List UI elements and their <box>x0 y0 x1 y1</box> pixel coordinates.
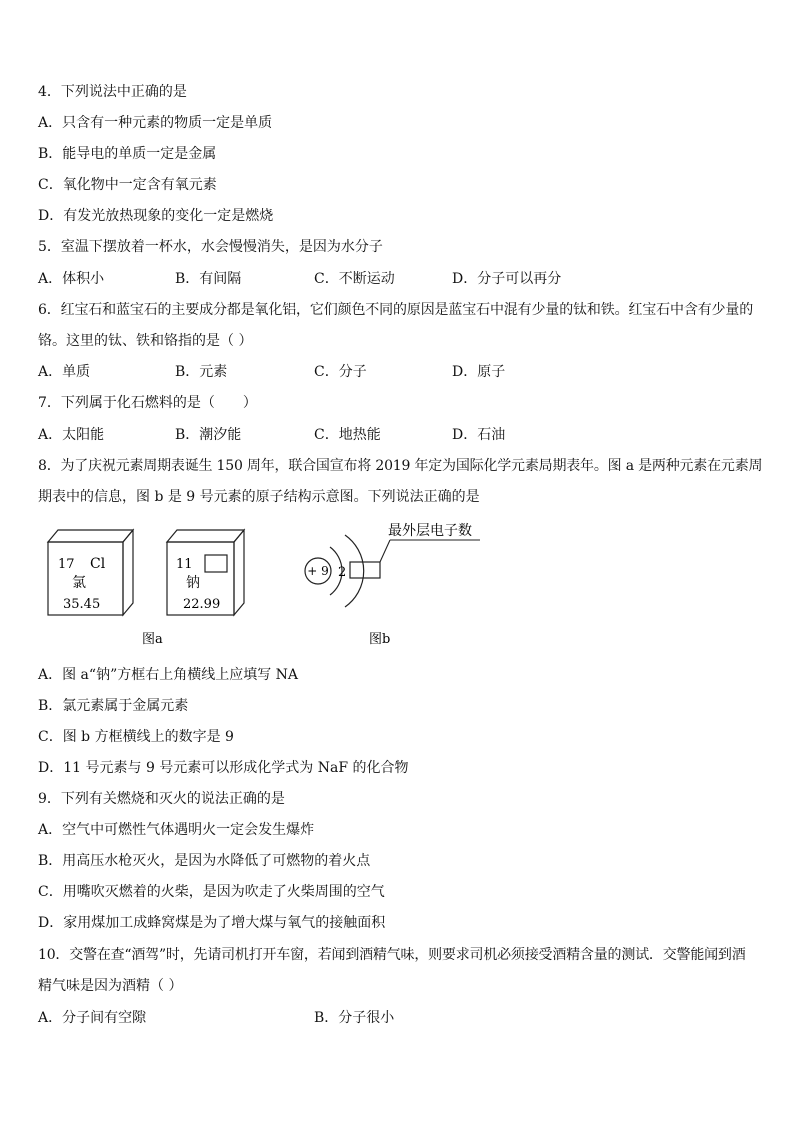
sodium-name: 钠 <box>186 575 200 591</box>
question-5-option-d: D．分子可以再分 <box>452 271 562 287</box>
question-6-stem-line-1: 6．红宝石和蓝宝石的主要成分都是氧化铝，它们颜色不同的原因是蓝宝石中混有少量的钛和铁。红宝石中含有少量的 <box>38 302 754 318</box>
chlorine-atomic-number: 17 <box>58 557 75 572</box>
question-9-option-c: C．用嘴吹灭燃着的火柴，是因为吹走了火柴周围的空气 <box>38 884 385 900</box>
chlorine-mass: 35.45 <box>63 597 101 612</box>
question-4-option-a: A．只含有一种元素的物质一定是单质 <box>38 115 273 131</box>
question-7-option-c: C．地热能 <box>314 427 381 443</box>
fluorine-atom-structure <box>305 522 480 607</box>
sodium-element-cube <box>167 530 244 615</box>
question-7-option-d: D．石油 <box>452 427 506 443</box>
question-4-option-d: D．有发光放热现象的变化一定是燃烧 <box>38 208 274 224</box>
question-8-option-b: B．氯元素属于金属元素 <box>38 698 189 714</box>
electron-shell-2 <box>345 535 364 607</box>
question-10-stem-line-1: 10．交警在查“酒驾”时，先请司机打开车窗，若闻到酒精气味，则要求司机必须接受酒精含量的测试．交警能闻到酒 <box>38 947 746 963</box>
question-6-option-c: C．分子 <box>314 364 367 380</box>
question-5-option-b: B．有间隔 <box>175 271 242 287</box>
outer-electron-label: 最外层电子数 <box>388 523 472 539</box>
question-5-stem: 5．室温下摆放着一杯水，水会慢慢消失，是因为水分子 <box>38 239 383 255</box>
chlorine-element-cube <box>48 530 133 615</box>
question-10-option-b: B．分子很小 <box>314 1010 395 1026</box>
question-6-stem-line-2: 铬。这里的钛、铁和铬指的是（ ） <box>38 333 253 349</box>
question-9-option-a: A．空气中可燃性气体遇明火一定会发生爆炸 <box>38 822 315 838</box>
question-6-option-a: A．单质 <box>38 364 91 380</box>
question-4-option-c: C．氧化物中一定含有氧元素 <box>38 177 217 193</box>
chlorine-symbol: Cl <box>90 556 106 572</box>
question-9-option-d: D．家用煤加工成蜂窝煤是为了增大煤与氧气的接触面积 <box>38 915 386 931</box>
sodium-symbol-blank-box <box>205 555 227 572</box>
figure-a-caption: 图a <box>142 632 163 647</box>
chlorine-name: 氯 <box>72 575 86 591</box>
outer-shell-blank-box <box>350 562 380 578</box>
figure-b-caption: 图b <box>369 632 391 647</box>
question-10-option-a: A．分子间有空隙 <box>38 1010 147 1026</box>
question-8-option-c: C．图 b 方框横线上的数字是 9 <box>38 729 234 745</box>
question-7-option-b: B．潮汐能 <box>175 427 242 443</box>
question-6-option-b: B．元素 <box>175 364 228 380</box>
nucleus-charge: + 9 <box>307 564 329 578</box>
question-4-stem: 4．下列说法中正确的是 <box>38 84 187 100</box>
question-10-stem-line-2: 精气味是因为酒精（ ） <box>38 978 183 994</box>
question-8-option-a: A．图 a“钠”方框右上角横线上应填写 NA <box>38 667 299 683</box>
question-6-option-d: D．原子 <box>452 364 506 380</box>
question-8-stem-line-2: 期表中的信息，图 b 是 9 号元素的原子结构示意图。下列说法正确的是 <box>38 489 480 505</box>
question-5-option-c: C．不断运动 <box>314 271 395 287</box>
question-7-option-a: A．太阳能 <box>38 427 105 443</box>
shell-1-electrons: 2 <box>338 565 347 580</box>
question-5-option-a: A．体积小 <box>38 271 105 287</box>
question-8-stem-line-1: 8．为了庆祝元素周期表诞生 150 周年，联合国宣布将 2019 年定为国际化学元素局期表年。图 a 是两种元素在元素周 <box>38 458 763 474</box>
sodium-mass: 22.99 <box>183 597 221 612</box>
question-9-option-b: B．用高压水枪灭火，是因为水降低了可燃物的着火点 <box>38 853 371 869</box>
question-7-stem: 7．下列属于化石燃料的是（ ） <box>38 395 257 411</box>
question-9-stem: 9．下列有关燃烧和灭火的说法正确的是 <box>38 791 285 807</box>
question-4-option-b: B．能导电的单质一定是金属 <box>38 146 217 162</box>
sodium-atomic-number: 11 <box>176 557 193 572</box>
question-8-option-d: D．11 号元素与 9 号元素可以形成化学式为 NaF 的化合物 <box>38 760 409 776</box>
